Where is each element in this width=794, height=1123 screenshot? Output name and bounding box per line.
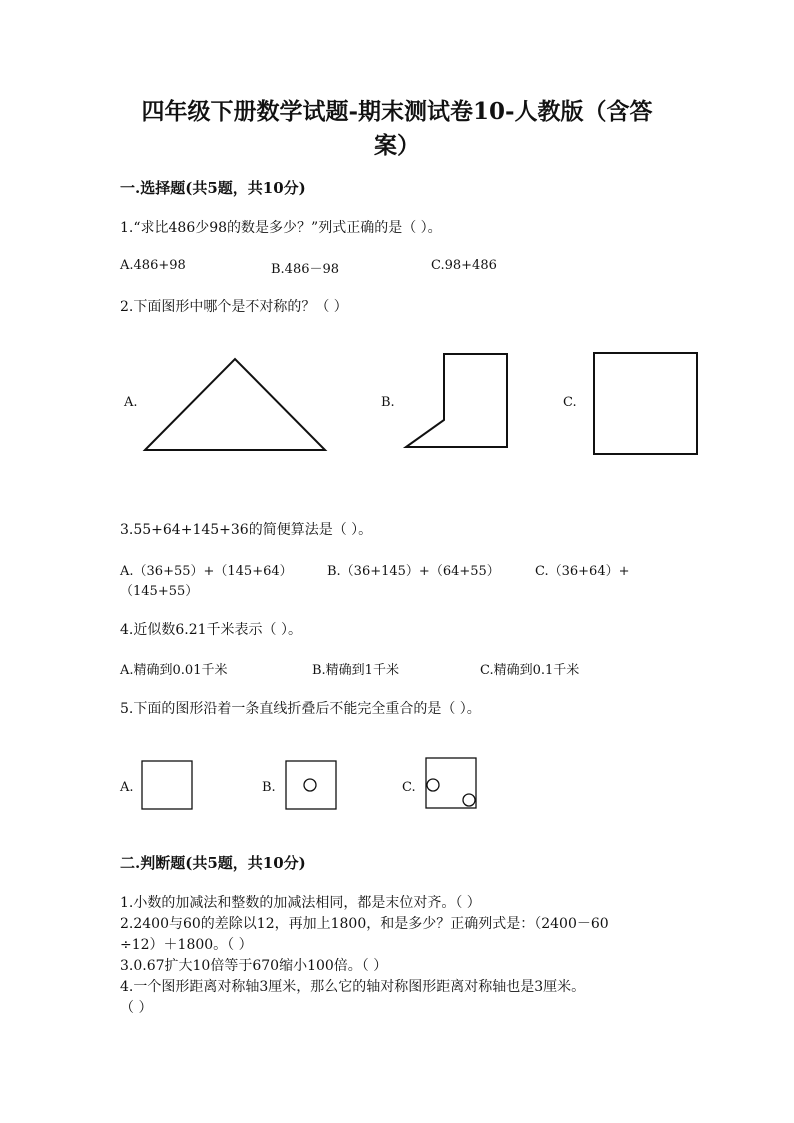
question-1-option-b[interactable]: B.486－98 — [271, 262, 340, 277]
question-4-option-a[interactable]: A.精确到0.01千米 — [120, 663, 228, 678]
question-2-text: 2.下面图形中哪个是不对称的？（ ） — [120, 299, 348, 315]
question-5-text: 5.下面的图形沿着一条直线折叠后不能完全重合的是（ ）。 — [120, 701, 481, 717]
triangle-figure — [140, 355, 330, 455]
question-1-text: 1.“求比486少98的数是多少？”列式正确的是（ ）。 — [120, 220, 442, 236]
question-3-option-b[interactable]: B.（36+145）+（64+55） — [327, 564, 500, 579]
judgement-2-text: 2.2400与60的差除以12，再加上1800，和是多少？正确列式是：（2400－60 — [120, 916, 609, 932]
judgement-2-text-continued: ÷12）＋1800。（ ） — [120, 937, 253, 953]
question-3-option-c-continued: （145+55） — [120, 584, 199, 599]
question-2-option-c[interactable]: C. — [563, 395, 577, 410]
question-1-option-a[interactable]: A.486+98 — [120, 258, 186, 273]
judgement-4-text-continued: （ ） — [120, 1000, 153, 1016]
question-3-option-a[interactable]: A.（36+55）+（145+64） — [120, 564, 293, 579]
square-with-center-circle-figure — [284, 759, 338, 811]
square-with-corner-circles-figure — [424, 756, 478, 810]
question-4-option-b[interactable]: B.精确到1千米 — [312, 663, 399, 678]
question-5-option-c[interactable]: C. — [402, 780, 416, 795]
question-2-option-b[interactable]: B. — [381, 395, 395, 410]
question-3-text: 3.55+64+145+36的简便算法是（ ）。 — [120, 522, 373, 538]
square-figure — [590, 349, 700, 457]
section-heading-choice: 一.选择题(共5题，共10分) — [120, 179, 306, 197]
judgement-1-text: 1.小数的加减法和整数的加减法相同，都是末位对齐。（ ） — [120, 895, 481, 911]
question-1-option-c[interactable]: C.98+486 — [431, 258, 497, 273]
plain-square-figure — [140, 759, 194, 811]
section-heading-judgement: 二.判断题(共5题，共10分) — [120, 854, 306, 872]
page-title-continued: 案） — [374, 132, 420, 159]
question-4-option-c[interactable]: C.精确到0.1千米 — [480, 663, 580, 678]
page-title: 四年级下册数学试题-期末测试卷10-人教版（含答 — [141, 98, 653, 125]
judgement-4-text: 4.一个图形距离对称轴3厘米，那么它的轴对称图形距离对称轴也是3厘米。 — [120, 979, 586, 995]
question-5-option-b[interactable]: B. — [262, 780, 276, 795]
judgement-3-text: 3.0.67扩大10倍等于670缩小100倍。（ ） — [120, 958, 388, 974]
question-3-option-c[interactable]: C.（36+64）+ — [535, 564, 630, 579]
irregular-pentagon-figure — [400, 350, 515, 455]
question-2-option-a[interactable]: A. — [124, 395, 138, 410]
question-4-text: 4.近似数6.21千米表示（ ）。 — [120, 622, 302, 638]
question-5-option-a[interactable]: A. — [120, 780, 134, 795]
